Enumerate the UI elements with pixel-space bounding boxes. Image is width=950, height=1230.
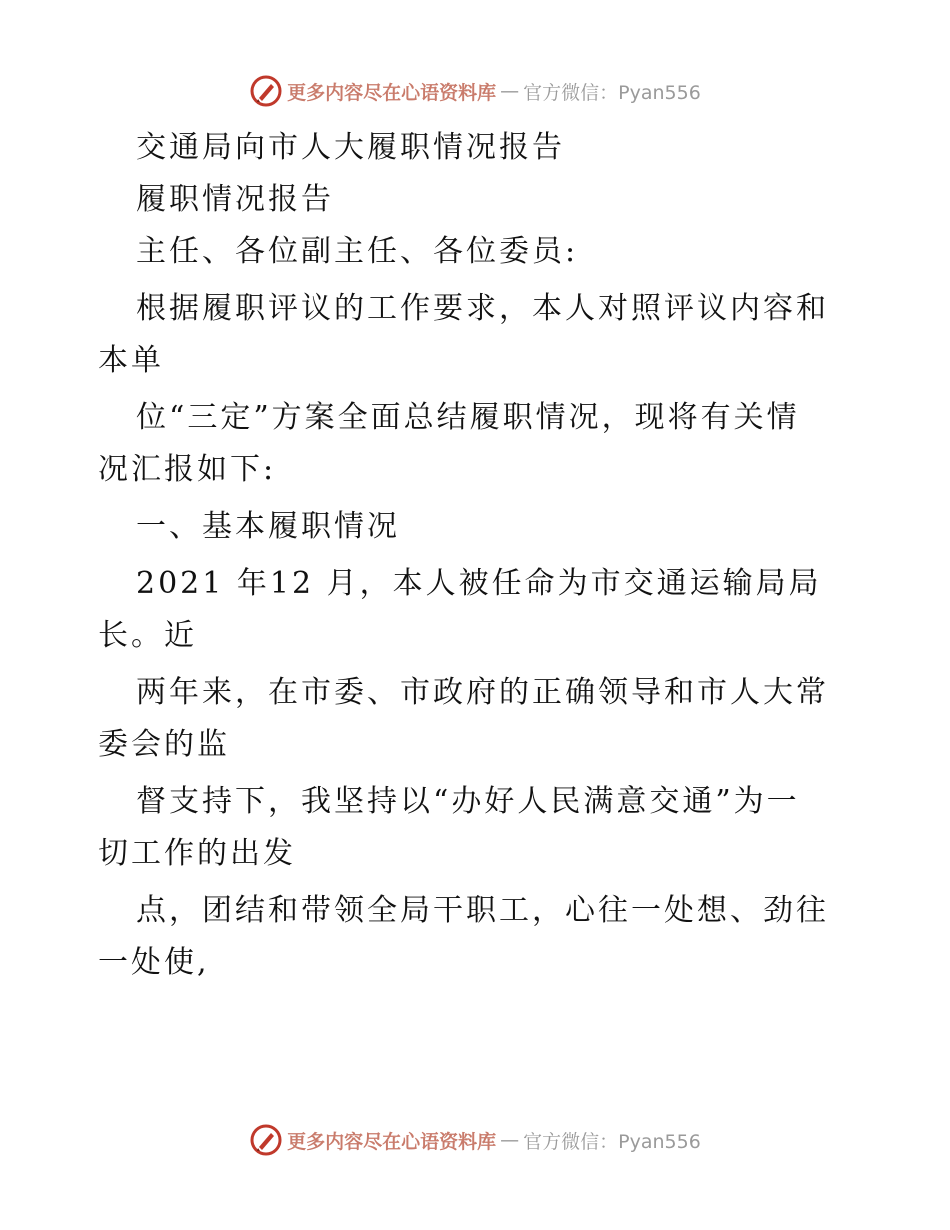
watermark-sub-text: 官方微信：Pyan556 <box>523 1130 701 1153</box>
pen-logo-icon <box>249 1123 283 1157</box>
document-body <box>98 122 858 989</box>
paragraph-line: 点，团结和带领全局干职工，心往一处想、劲往 <box>136 893 829 928</box>
document-subtitle: 履职情况报告 <box>136 182 334 217</box>
paragraph-line: 位“三定”方案全面总结履职情况，现将有关情 <box>136 400 800 435</box>
footer-watermark <box>0 1120 950 1160</box>
salutation: 主任、各位副主任、各位委员: <box>136 234 579 269</box>
section-heading: 一、基本履职情况 <box>136 509 400 544</box>
header-watermark <box>0 71 950 111</box>
pen-logo-icon <box>249 74 283 108</box>
paragraph-line: 本单 <box>98 343 164 378</box>
watermark-separator: — <box>500 1129 520 1151</box>
paragraph-line: 督支持下，我坚持以“办好人民满意交通”为一 <box>136 784 800 819</box>
paragraph-line: 委会的监 <box>98 727 230 762</box>
paragraph-line: 况汇报如下: <box>98 452 277 487</box>
paragraph-line: 长。近 <box>98 618 197 653</box>
paragraph-line: 根据履职评议的工作要求，本人对照评议内容和 <box>136 291 829 326</box>
paragraph-line: 2021 年12 月，本人被任命为市交通运输局局 <box>136 566 822 601</box>
watermark-separator: — <box>500 80 520 102</box>
watermark-sub-text: 官方微信：Pyan556 <box>523 81 701 104</box>
watermark-main-text: 更多内容尽在心语资料库 <box>287 1130 497 1153</box>
document-title: 交通局向市人大履职情况报告 <box>136 130 565 165</box>
watermark-main-text: 更多内容尽在心语资料库 <box>287 81 497 104</box>
paragraph-line: 切工作的出发 <box>98 836 296 871</box>
paragraph-line: 一处使, <box>98 945 210 980</box>
paragraph-line: 两年来，在市委、市政府的正确领导和市人大常 <box>136 675 829 710</box>
